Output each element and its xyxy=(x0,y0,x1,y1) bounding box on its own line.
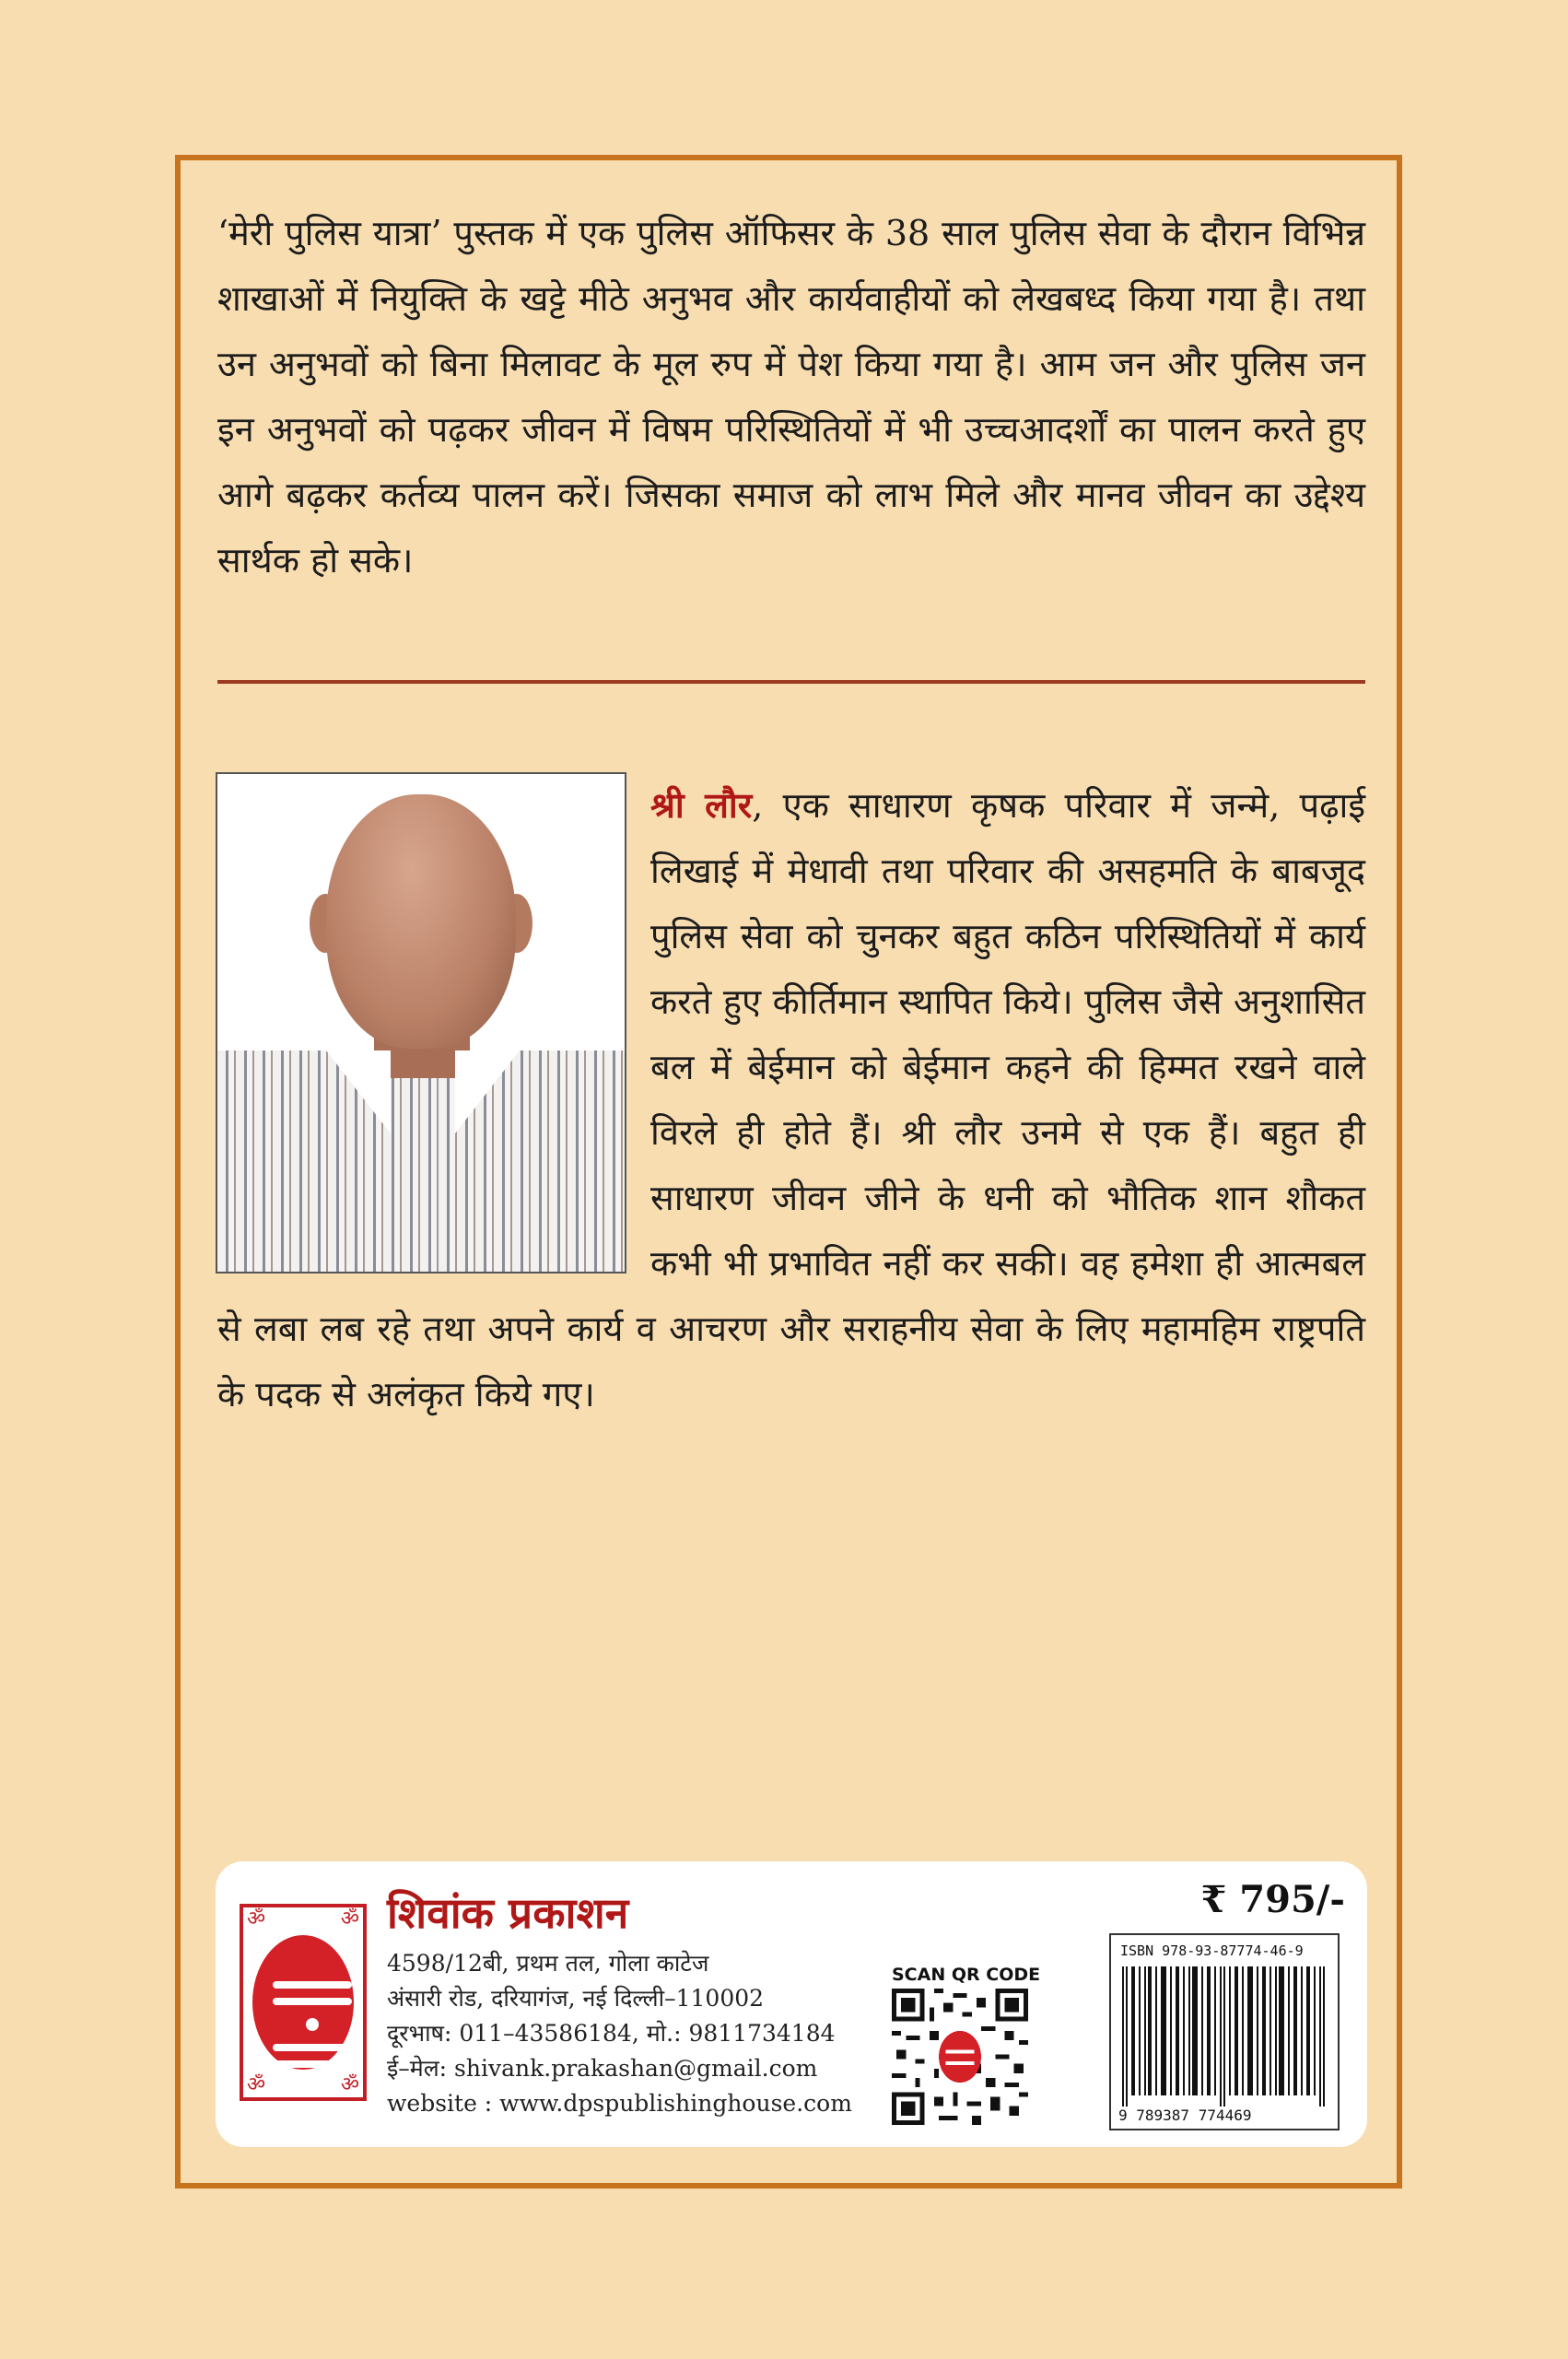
address-line-2: अंसारी रोड, दरियागंज, नई दिल्ली–110002 xyxy=(387,1985,765,2012)
book-price: ₹ 795/- xyxy=(1200,1878,1345,1921)
author-bio xyxy=(217,772,1365,1427)
isbn-barcode xyxy=(1109,1933,1340,2130)
address-line-1: 4598/12बी, प्रथम तल, गोला काटेज xyxy=(387,1950,709,1977)
barcode-icon xyxy=(1118,1966,1330,2107)
om-icon: ॐ xyxy=(247,1907,266,1931)
barcode-digits: 9 789387 774469 xyxy=(1118,2107,1252,2124)
om-icon: ॐ xyxy=(340,1907,359,1931)
email-line: ई–मेल: shivank.prakashan@gmail.com xyxy=(387,2055,818,2082)
publisher-name: शिवांक प्रकाशन xyxy=(387,1888,629,1938)
qr-code-icon xyxy=(892,1989,1028,2125)
om-icon: ॐ xyxy=(247,2073,266,2096)
phone-line: दूरभाष: 011–43586184, मो.: 9811734184 xyxy=(387,2020,836,2047)
om-icon: ॐ xyxy=(340,2073,359,2096)
publisher-contact xyxy=(387,1946,852,2121)
author-bio-text: , एक साधारण कृषक परिवार में जन्मे, पढ़ाई लिखाई में मेधावी तथा परिवार की असहमति के बाबजूद पुलिस सेवा को चुनकर बहुत कठिन परिस्थितियों में कार्य करते हुए कीर्तिमान स्थापित किये। पुलिस जैसे अनुशासित बल में बेईमान को बेईमान कहने की हिम्मत रखने वाले विरले ही होते हैं। श्री लौर उनमे से एक हैं। बहुत ही साधारण जीवन जीने के धनी को भौतिक शान शौकत कभी भी प्रभावित नहीं कर सकी। वह हमेशा ही आत्मबल से लबा लब रहे तथा अपने कार्य व आचरण और सराहनीय सेवा के लिए महामहिम राष्ट्रपति के पदक से अलंकृत किये गए। xyxy=(217,785,1366,1414)
website-line: website : www.dpspublishinghouse.com xyxy=(387,2090,852,2117)
publisher-panel xyxy=(216,1861,1367,2147)
divider-line xyxy=(217,680,1365,684)
author-name: श्री लौर xyxy=(650,784,753,826)
logo-emblem xyxy=(252,1935,354,2070)
isbn-label: ISBN 978-93-87774-46-9 xyxy=(1120,1942,1304,1959)
qr-label: SCAN QR CODE xyxy=(892,1965,1041,1985)
book-blurb: ‘मेरी पुलिस यात्रा’ पुस्तक में एक पुलिस ऑफिसर के 38 साल पुलिस सेवा के दौरान विभिन्न शाखाओं में नियुक्ति के खट्टे मीठे अनुभव और कार्यवाहीयों को लेखबध्द किया गया है। तथा उन अनुभवों को बिना मिलावट के मूल रुप में पेश किया गया है। आम जन और पुलिस जन इन अनुभवों को पढ़कर जीवन में विषम परिस्थितियों में भी उच्चआदर्शों का पालन करते हुए आगे बढ़कर कर्तव्य पालन करें। जिसका समाज को लाभ मिले और मानव जीवन का उद्देश्य सार्थक हो सके। xyxy=(217,213,1365,581)
publisher-logo xyxy=(240,1904,367,2101)
